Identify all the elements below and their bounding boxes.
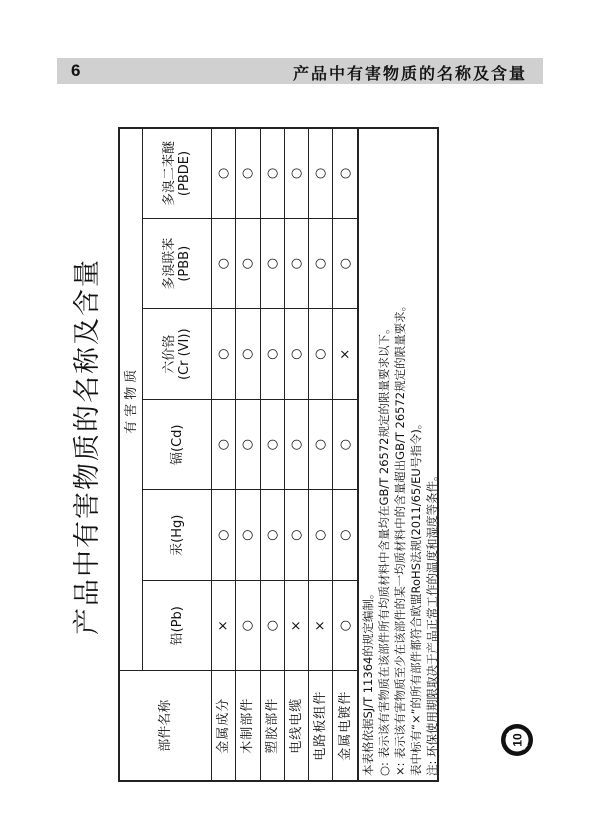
substance-mark-cell: ○ (260, 219, 284, 310)
eco-use-period-icon (500, 723, 534, 757)
substance-mark-cell: ○ (236, 128, 260, 219)
table-body (212, 128, 359, 781)
substance-mark-cell: ○ (333, 490, 358, 581)
note-line: 本表格依据SJ/T 11364的规定编制。 (361, 587, 375, 776)
substance-mark-cell: ○ (260, 128, 284, 219)
note-line: ○: 表示该有害物质在该部件所有均质材料中含量均在GB/T 26572规定的限量要求以下。 (377, 322, 391, 776)
substance-mark-cell: ○ (309, 128, 333, 219)
substance-mark-cell: ○ (236, 490, 260, 581)
part-name-header: 部件名称 (119, 671, 212, 781)
substance-mark-cell: ○ (212, 400, 236, 491)
substance-mark-cell: ○ (284, 219, 308, 310)
substance-mark-cell: ○ (284, 400, 308, 491)
note-line: 注: 环保使用期限取决于产品正常工作的温度和湿度等条件。 (425, 469, 439, 776)
part-name-cell: 塑胶部件 (260, 671, 284, 781)
substance-mark-cell: ○ (260, 400, 284, 491)
part-name-cell: 金属成分 (212, 671, 236, 781)
substance-mark-cell: ○ (333, 219, 358, 310)
substance-mark-cell: ○ (212, 490, 236, 581)
substance-mark-cell: ○ (284, 309, 308, 400)
substance-mark-cell: ○ (212, 128, 236, 219)
substance-mark-cell: ○ (309, 490, 333, 581)
substance-column-header: 六价铬 (Cr (VI)) (143, 309, 212, 400)
substance-mark-cell: ○ (309, 400, 333, 491)
substance-column-header: 多溴二苯醚 (PBDE) (143, 128, 212, 219)
part-name-cell: 木制部件 (236, 671, 260, 781)
substance-mark-cell: ○ (212, 219, 236, 310)
hazardous-substance-table-block (118, 127, 442, 782)
substance-column-header: 铅(Pb) (143, 581, 212, 672)
part-name-cell: 电线电缆 (284, 671, 308, 781)
substance-column-header: 镉(Cd) (143, 400, 212, 491)
table-row (284, 128, 308, 781)
part-name-cell: 金属电镀件 (333, 671, 358, 781)
table-row (333, 128, 358, 781)
substance-mark-cell: × (333, 309, 358, 400)
page-number: 6 (71, 61, 81, 80)
substance-mark-cell: ○ (260, 581, 284, 672)
substance-mark-cell: ○ (212, 309, 236, 400)
substance-group-header: 有害物质 (119, 128, 143, 671)
logo-number: 10 (510, 733, 525, 747)
notes-box (359, 127, 439, 782)
note-line: 表中标有“×”的所有部件都符合欧盟RoHS法规(2011/65/EU号指令)。 (409, 417, 423, 776)
substance-mark-cell: ○ (236, 219, 260, 310)
substance-mark-cell: ○ (333, 581, 358, 672)
substance-mark-cell: ○ (284, 490, 308, 581)
header-title: 产品中有害物质的名称及含量 (292, 64, 527, 83)
hazardous-substance-table (118, 127, 359, 782)
document-title: 产品中有害物质的名称及含量 (72, 258, 103, 635)
substance-mark-cell: × (309, 581, 333, 672)
substance-mark-cell: × (284, 581, 308, 672)
substance-mark-cell: ○ (260, 490, 284, 581)
substance-mark-cell: ○ (236, 309, 260, 400)
substance-mark-cell: ○ (284, 128, 308, 219)
substance-column-header: 汞(Hg) (143, 490, 212, 581)
table-row (309, 128, 333, 781)
substance-mark-cell: × (212, 581, 236, 672)
table-row (236, 128, 260, 781)
substance-mark-cell: ○ (309, 219, 333, 310)
substance-mark-cell: ○ (260, 309, 284, 400)
part-name-cell: 电路板组件 (309, 671, 333, 781)
substance-mark-cell: ○ (333, 400, 358, 491)
substance-mark-cell: ○ (236, 400, 260, 491)
substance-column-header: 多溴联苯 (PBB) (143, 219, 212, 310)
substance-mark-cell: ○ (333, 128, 358, 219)
table-row (260, 128, 284, 781)
page-header (57, 58, 543, 84)
substance-mark-cell: ○ (236, 581, 260, 672)
substance-mark-cell: ○ (309, 309, 333, 400)
table-row (212, 128, 236, 781)
note-line: ×: 表示该有害物质至少在该部件的某一均质材料中的含量超出GB/T 26572规定的限量要求。 (393, 299, 407, 776)
